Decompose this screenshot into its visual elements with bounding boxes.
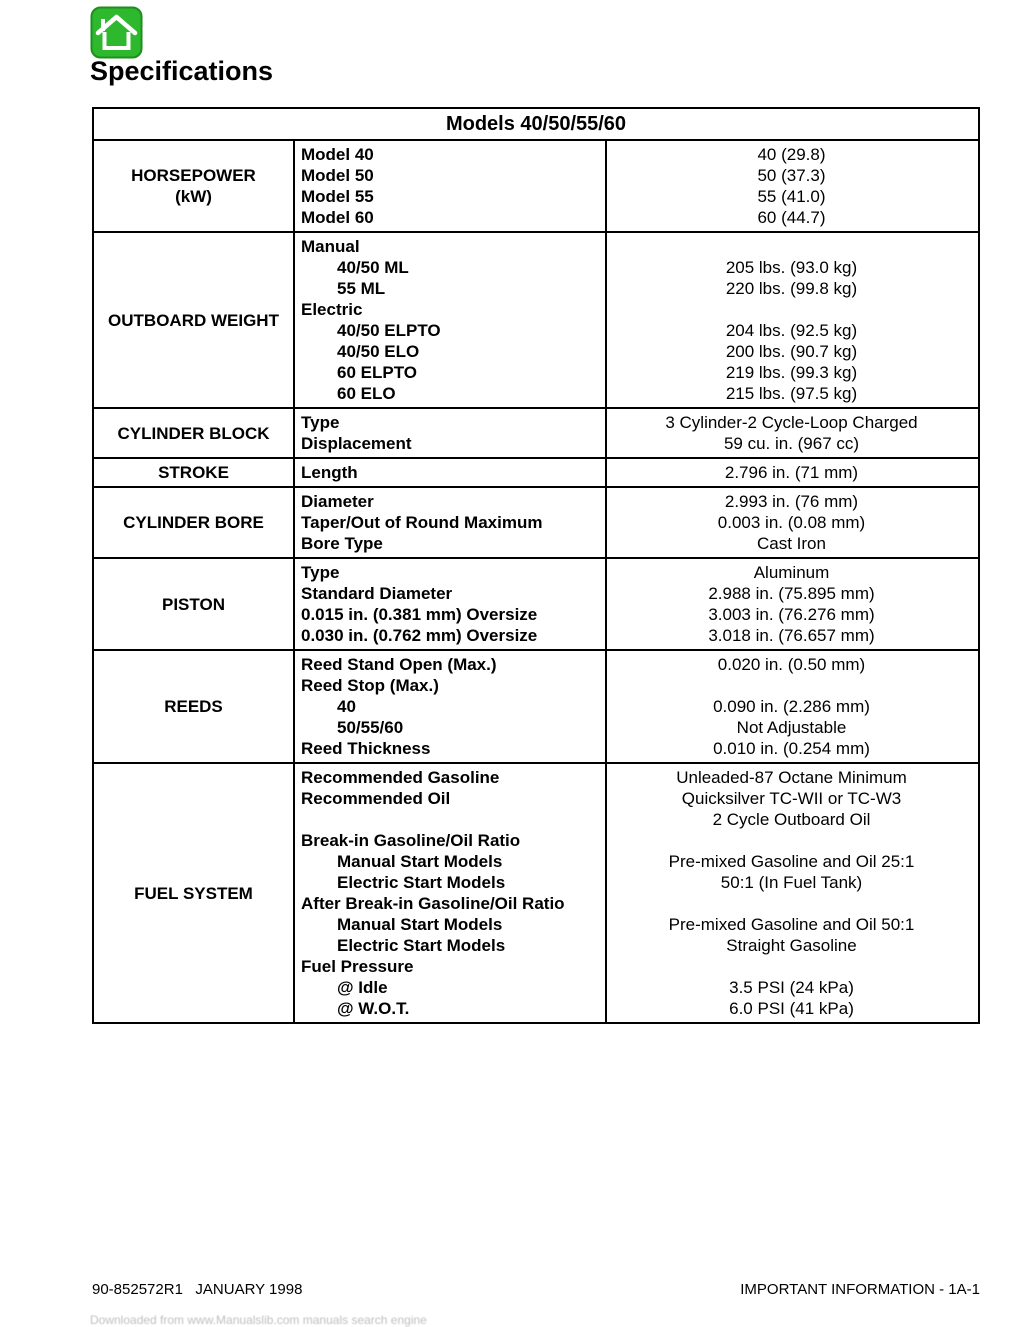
- spec-value: [605, 675, 978, 696]
- table-row: [94, 233, 978, 409]
- row-category: PISTON: [94, 559, 295, 649]
- footer-section: IMPORTANT INFORMATION - 1A-1: [740, 1281, 980, 1298]
- spec-value: 215 lbs. (97.5 kg): [725, 384, 858, 403]
- spec-value: 6.0 PSI (41 kPa): [729, 999, 854, 1018]
- spec-value: 59 cu. in. (967 cc): [723, 434, 860, 453]
- spec-value: 40 (29.8): [757, 145, 826, 164]
- spec-label: Bore Type: [301, 534, 383, 553]
- table-row: [94, 141, 978, 233]
- row-category: CYLINDER BLOCK: [94, 409, 295, 457]
- spec-label: Standard Diameter: [301, 584, 453, 603]
- row-category: OUTBOARD WEIGHT: [94, 233, 295, 407]
- spec-label: [295, 809, 605, 830]
- spec-value: 0.020 in. (0.50 mm): [717, 655, 866, 674]
- spec-value: 2.993 in. (76 mm): [724, 492, 859, 511]
- spec-value: 3.003 in. (76.276 mm): [708, 605, 875, 624]
- footer-doc-number: 90-852572R1 JANUARY 1998: [92, 1281, 303, 1298]
- spec-value: 220 lbs. (99.8 kg): [725, 279, 858, 298]
- column-divider: [605, 651, 607, 762]
- spec-label: 60 ELO: [337, 384, 396, 403]
- spec-label: Recommended Gasoline: [301, 768, 500, 787]
- column-divider: [605, 764, 607, 1022]
- row-lines: [295, 651, 978, 762]
- spec-value: 205 lbs. (93.0 kg): [725, 258, 858, 277]
- spec-label: Model 40: [301, 145, 374, 164]
- spec-label: Reed Thickness: [301, 739, 431, 758]
- row-lines: [295, 559, 978, 649]
- spec-label: @ W.O.T.: [337, 999, 410, 1018]
- spec-value: 3.5 PSI (24 kPa): [729, 978, 854, 997]
- spec-label: Diameter: [301, 492, 374, 511]
- table-row: [94, 459, 978, 488]
- spec-label: Electric: [301, 300, 363, 319]
- spec-label: 40/50 ELPTO: [337, 321, 441, 340]
- row-lines: [295, 409, 978, 457]
- spec-label: Manual Start Models: [337, 915, 503, 934]
- row-category: STROKE: [94, 459, 295, 486]
- watermark: Downloaded from www.Manualslib.com manuals search engine: [90, 1313, 427, 1327]
- spec-label: Recommended Oil: [301, 789, 451, 808]
- spec-label: Model 50: [301, 166, 374, 185]
- spec-value: 50:1 (In Fuel Tank): [720, 873, 863, 892]
- spec-label: Fuel Pressure: [301, 957, 414, 976]
- spec-value: 3.018 in. (76.657 mm): [708, 626, 875, 645]
- column-divider: [605, 141, 607, 231]
- spec-label: 60 ELPTO: [337, 363, 417, 382]
- spec-value: 204 lbs. (92.5 kg): [725, 321, 858, 340]
- spec-value: [605, 893, 978, 914]
- spec-value: Straight Gasoline: [726, 936, 857, 955]
- spec-value: 2.796 in. (71 mm): [724, 463, 859, 482]
- row-lines: [295, 141, 978, 231]
- spec-value: Not Adjustable: [736, 718, 847, 737]
- spec-value: [605, 299, 978, 320]
- spec-value: 2 Cycle Outboard Oil: [712, 810, 871, 829]
- spec-value: Cast Iron: [757, 534, 826, 553]
- column-divider: [605, 233, 607, 407]
- column-divider: [605, 559, 607, 649]
- spec-label: Manual Start Models: [337, 852, 503, 871]
- spec-value: Aluminum: [753, 563, 830, 582]
- spec-label: 40: [337, 697, 356, 716]
- spec-label: After Break-in Gasoline/Oil Ratio: [301, 894, 565, 913]
- spec-table: [92, 107, 980, 1024]
- spec-value: 50 (37.3): [757, 166, 826, 185]
- spec-label: Taper/Out of Round Maximum: [301, 513, 543, 532]
- spec-label: Length: [301, 463, 358, 482]
- spec-label: 0.030 in. (0.762 mm) Oversize: [301, 626, 538, 645]
- spec-value: 219 lbs. (99.3 kg): [725, 363, 858, 382]
- spec-label: @ Idle: [337, 978, 388, 997]
- spec-label: 0.015 in. (0.381 mm) Oversize: [301, 605, 538, 624]
- spec-value: 60 (44.7): [757, 208, 826, 227]
- spec-value: [605, 830, 978, 851]
- spec-label: 40/50 ELO: [337, 342, 420, 361]
- row-lines: [295, 459, 978, 486]
- spec-label: Reed Stand Open (Max.): [301, 655, 497, 674]
- home-icon[interactable]: [90, 6, 143, 59]
- spec-label: Model 55: [301, 187, 374, 206]
- spec-label: Electric Start Models: [337, 936, 506, 955]
- spec-value: Quicksilver TC-WII or TC-W3: [681, 789, 902, 808]
- spec-value: [605, 956, 978, 977]
- row-lines: [295, 764, 978, 1022]
- spec-label: Type: [301, 563, 340, 582]
- spec-label: 40/50 ML: [337, 258, 409, 277]
- table-header: Models 40/50/55/60: [94, 109, 978, 141]
- page-footer: [92, 1281, 980, 1298]
- row-category: FUEL SYSTEM: [94, 764, 295, 1022]
- row-category: REEDS: [94, 651, 295, 762]
- spec-label: Type: [301, 413, 340, 432]
- spec-value: Pre-mixed Gasoline and Oil 25:1: [668, 852, 915, 871]
- column-divider: [605, 459, 607, 486]
- spec-label: Reed Stop (Max.): [301, 676, 439, 695]
- column-divider: [605, 488, 607, 557]
- spec-value: 3 Cylinder-2 Cycle-Loop Charged: [665, 413, 918, 432]
- table-row: [94, 764, 978, 1022]
- page-title: Specifications: [90, 56, 274, 86]
- home-icon-graphic: [90, 6, 143, 59]
- spec-value: 0.090 in. (2.286 mm): [713, 697, 870, 716]
- spec-value: 55 (41.0): [757, 187, 826, 206]
- spec-value: 2.988 in. (75.895 mm): [708, 584, 875, 603]
- spec-value: 0.010 in. (0.254 mm): [713, 739, 870, 758]
- spec-label: 55 ML: [337, 279, 386, 298]
- spec-label: 50/55/60: [337, 718, 404, 737]
- row-lines: [295, 233, 978, 407]
- table-row: [94, 409, 978, 459]
- table-row: [94, 651, 978, 764]
- spec-value: Pre-mixed Gasoline and Oil 50:1: [668, 915, 915, 934]
- spec-label: Electric Start Models: [337, 873, 506, 892]
- table-row: [94, 559, 978, 651]
- spec-label: Displacement: [301, 434, 412, 453]
- spec-value: Unleaded-87 Octane Minimum: [676, 768, 907, 787]
- table-row: [94, 488, 978, 559]
- row-category: HORSEPOWER (kW): [94, 141, 295, 231]
- row-lines: [295, 488, 978, 557]
- spec-label: Model 60: [301, 208, 374, 227]
- column-divider: [605, 409, 607, 457]
- table-body: [94, 141, 978, 1022]
- spec-value: 200 lbs. (90.7 kg): [725, 342, 858, 361]
- spec-value: [605, 236, 978, 257]
- spec-label: Break-in Gasoline/Oil Ratio: [301, 831, 521, 850]
- spec-value: 0.003 in. (0.08 mm): [717, 513, 866, 532]
- spec-label: Manual: [301, 237, 360, 256]
- row-category: CYLINDER BORE: [94, 488, 295, 557]
